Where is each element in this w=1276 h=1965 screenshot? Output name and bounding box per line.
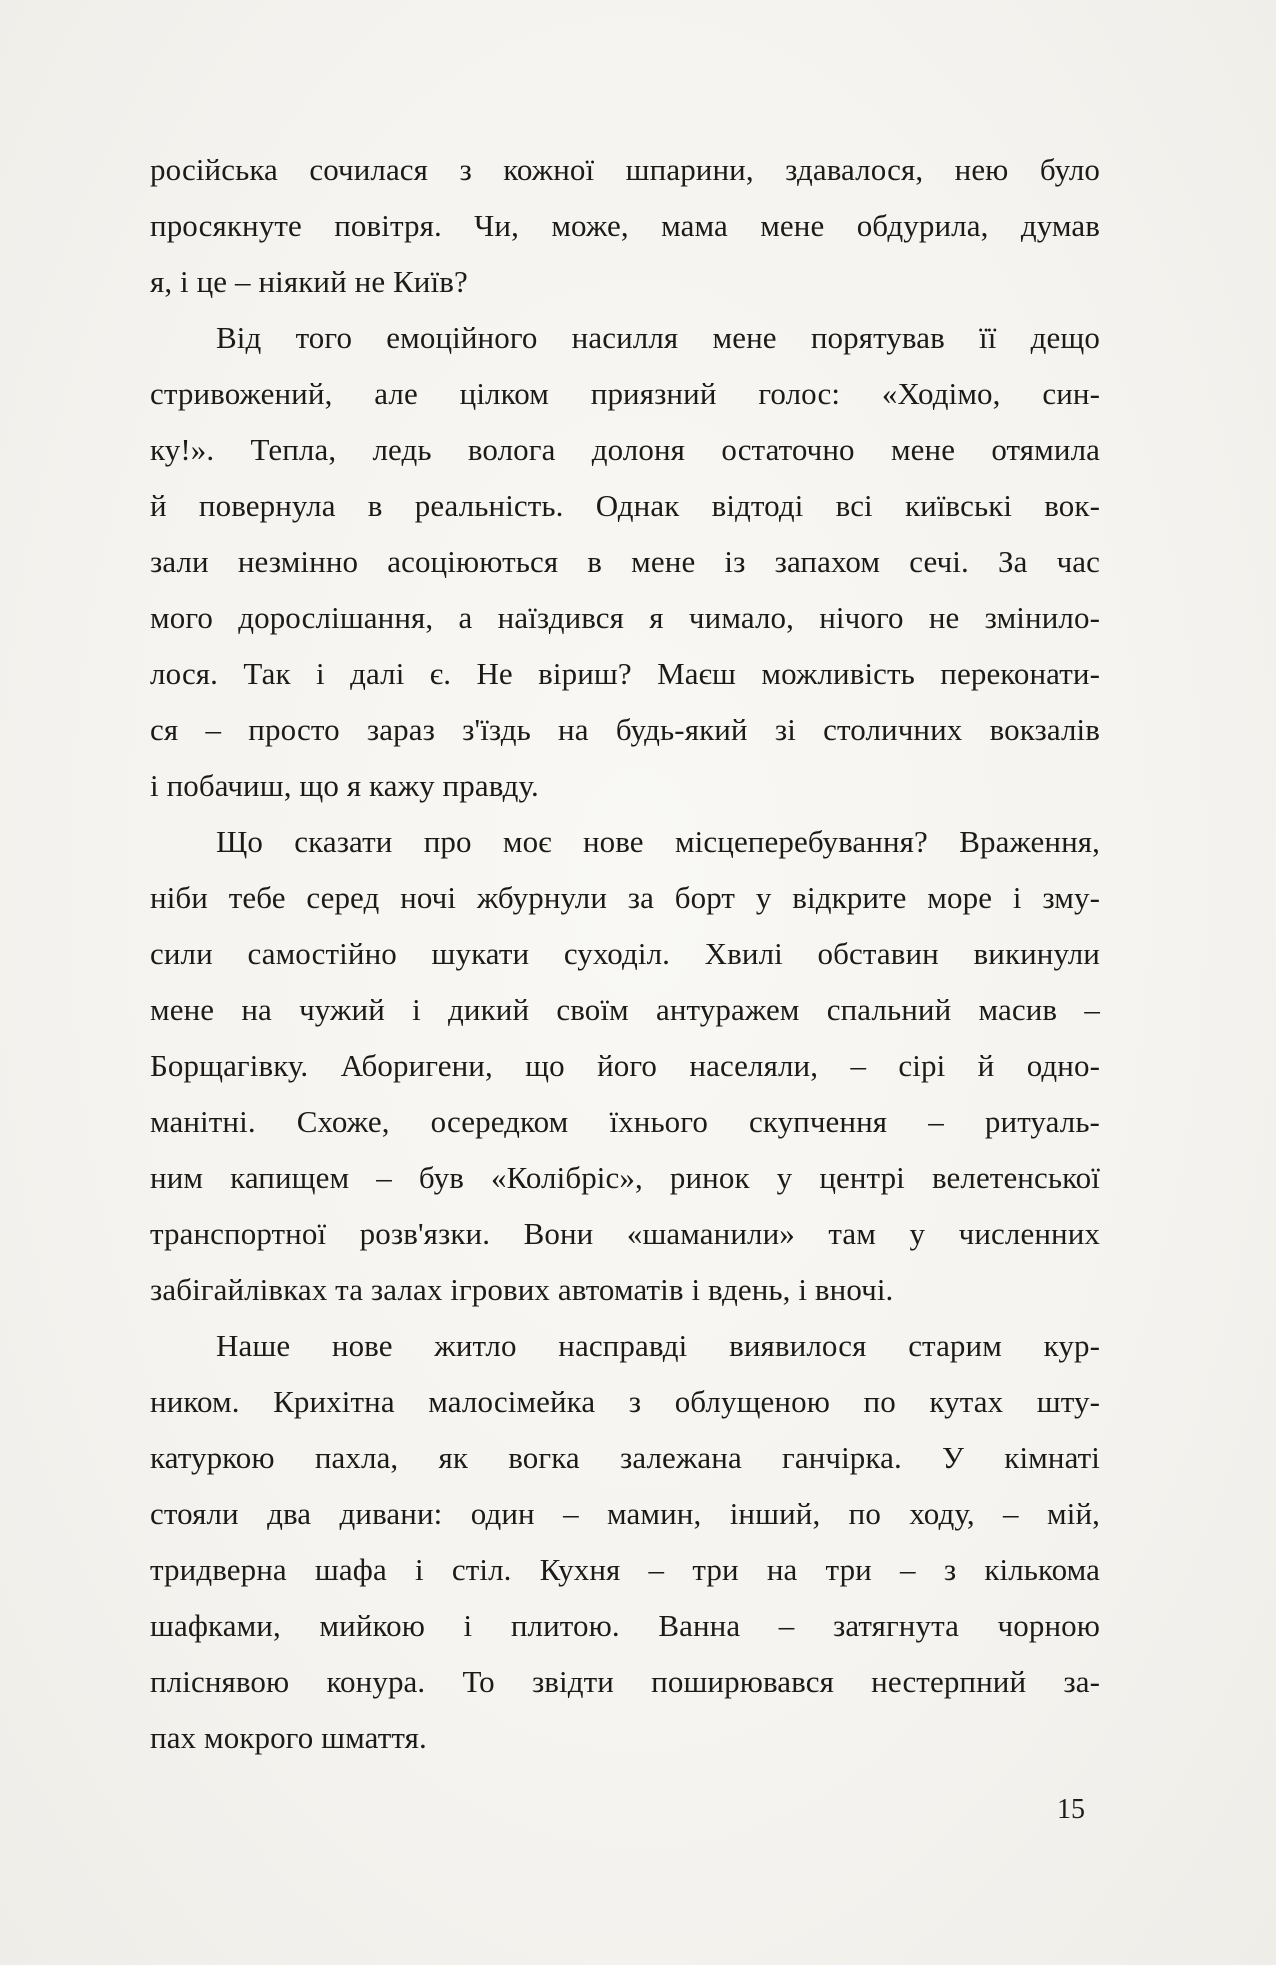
text-line: Що сказати про моє нове місцеперебування? Враження, — [216, 824, 1100, 859]
text-line: пах мокрого шмаття. — [150, 1720, 427, 1755]
text-line: мене на чужий і дикий своїм антуражем спальний масив – — [150, 992, 1100, 1027]
text-line: ся – просто зараз з'їздь на будь-який зі столичних вокзалів — [150, 712, 1100, 747]
text-line: транспортної розв'язки. Вони «шаманили» там у численних — [150, 1216, 1100, 1251]
text-line: стояли два дивани: один – мамин, інший, по ходу, – мій, — [150, 1496, 1100, 1531]
text-line: я, і це – ніякий не Київ? — [150, 264, 468, 299]
text-line: тридверна шафа і стіл. Кухня – три на три – з кількома — [150, 1552, 1100, 1587]
text-line: Борщагівку. Аборигени, що його населяли, – сірі й одно- — [150, 1048, 1100, 1083]
text-line: манітні. Схоже, осередком їхнього скупчення – ритуаль- — [150, 1104, 1100, 1139]
text-line: ніби тебе серед ночі жбурнули за борт у відкрите море і зму- — [150, 880, 1100, 915]
text-line: просякнуте повітря. Чи, може, мама мене обдурила, думав — [150, 208, 1100, 243]
text-line: і побачиш, що я кажу правду. — [150, 768, 539, 803]
text-line: зали незмінно асоціюються в мене із запахом сечі. За час — [150, 544, 1100, 579]
text-line: Від того емоційного насилля мене порятував її дещо — [216, 320, 1100, 355]
text-line: Наше нове житло насправді виявилося старим кур- — [216, 1328, 1100, 1363]
text-line: пліснявою конура. То звідти поширювався нестерпний за- — [150, 1664, 1100, 1699]
text-line: шафками, мийкою і плитою. Ванна – затягнута чорною — [150, 1608, 1100, 1643]
text-line: ником. Крихітна малосімейка з облущеною по кутах шту- — [150, 1384, 1100, 1419]
text-line: сили самостійно шукати суходіл. Хвилі обставин викинули — [150, 936, 1100, 971]
text-line: лося. Так і далі є. Не віриш? Маєш можливість переконати- — [150, 656, 1100, 691]
text-line: ку!». Тепла, ледь волога долоня остаточно мене отямила — [150, 432, 1100, 467]
text-line: ним капищем – був «Колібріс», ринок у центрі велетенської — [150, 1160, 1100, 1195]
text-line: забігайлівках та залах ігрових автоматів і вдень, і вночі. — [150, 1272, 894, 1307]
text-line: й повернула в реальність. Однак відтоді всі київські вок- — [150, 488, 1100, 523]
text-line: російська сочилася з кожної шпарини, здавалося, нею було — [150, 152, 1100, 187]
text-line: катуркою пахла, як вогка залежана ганчірка. У кімнаті — [150, 1440, 1100, 1475]
text-line: мого дорослішання, а наїздився я чимало, нічого не змінило- — [150, 600, 1100, 635]
page-number: 15 — [1057, 1794, 1085, 1825]
text-line: стривожений, але цілком приязний голос: «Ходімо, син- — [150, 376, 1100, 411]
